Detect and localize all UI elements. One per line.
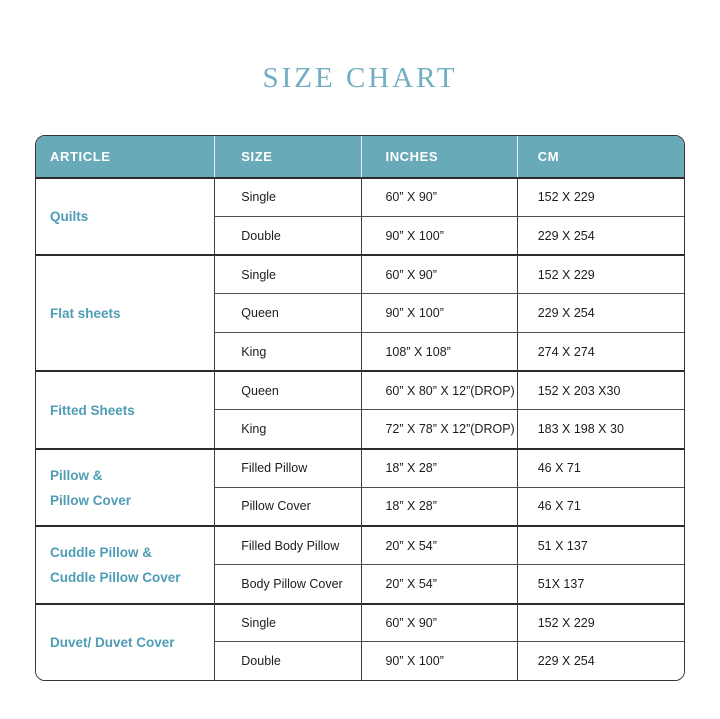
article-label: Quilts xyxy=(50,209,89,225)
article-cell-cuddle-pillow xyxy=(36,525,214,602)
size-cell: King xyxy=(214,332,361,371)
size-chart-table xyxy=(35,135,685,681)
inches-cell: 108” X 108” xyxy=(361,332,516,371)
article-cell-fitted-sheets xyxy=(36,370,214,447)
article-label: Cuddle Pillow & xyxy=(50,544,153,560)
size-cell: Body Pillow Cover xyxy=(214,564,361,603)
cm-cell: 51X 137 xyxy=(517,564,684,603)
cm-cell: 51 X 137 xyxy=(517,525,684,564)
size-cell: Filled Pillow xyxy=(214,448,361,487)
size-cell: Single xyxy=(214,177,361,216)
size-cell: Pillow Cover xyxy=(214,487,361,526)
article-cell-pillow xyxy=(36,448,214,525)
cm-cell: 274 X 274 xyxy=(517,332,684,371)
cm-cell: 46 X 71 xyxy=(517,448,684,487)
column-header-inches: INCHES xyxy=(361,136,516,177)
table-row xyxy=(36,177,684,216)
size-cell: Double xyxy=(214,216,361,255)
article-cell-duvet xyxy=(36,603,214,680)
table-row xyxy=(36,370,684,409)
cm-cell: 152 X 229 xyxy=(517,177,684,216)
inches-cell: 60” X 90” xyxy=(361,603,516,642)
inches-cell: 60” X 90” xyxy=(361,177,516,216)
inches-cell: 72” X 78” X 12”(DROP) xyxy=(361,409,516,448)
table-row xyxy=(36,525,684,564)
column-header-article: ARTICLE xyxy=(36,136,214,177)
size-cell: Queen xyxy=(214,370,361,409)
inches-cell: 18” X 28” xyxy=(361,487,516,526)
page-title: SIZE CHART xyxy=(262,62,458,94)
cm-cell: 229 X 254 xyxy=(517,216,684,255)
table-row xyxy=(36,254,684,293)
article-label: Flat sheets xyxy=(50,305,121,321)
article-label: Duvet/ Duvet Cover xyxy=(50,634,175,650)
inches-cell: 20” X 54” xyxy=(361,564,516,603)
size-cell: King xyxy=(214,409,361,448)
article-label: Cuddle Pillow Cover xyxy=(50,569,181,585)
column-header-size: SIZE xyxy=(214,136,361,177)
cm-cell: 152 X 203 X30 xyxy=(517,370,684,409)
cm-cell: 183 X 198 X 30 xyxy=(517,409,684,448)
size-cell: Double xyxy=(214,641,361,680)
size-cell: Single xyxy=(214,603,361,642)
size-cell: Single xyxy=(214,254,361,293)
inches-cell: 20” X 54” xyxy=(361,525,516,564)
article-label: Pillow Cover xyxy=(50,492,132,508)
cm-cell: 152 X 229 xyxy=(517,603,684,642)
table-header-row xyxy=(36,136,684,177)
inches-cell: 18” X 28” xyxy=(361,448,516,487)
cm-cell: 229 X 254 xyxy=(517,293,684,332)
inches-cell: 60” X 90” xyxy=(361,254,516,293)
cm-cell: 229 X 254 xyxy=(517,641,684,680)
table-row xyxy=(36,603,684,642)
column-header-cm: CM xyxy=(517,136,684,177)
inches-cell: 90” X 100” xyxy=(361,293,516,332)
table-row xyxy=(36,448,684,487)
inches-cell: 90” X 100” xyxy=(361,216,516,255)
size-cell: Queen xyxy=(214,293,361,332)
article-label: Pillow & xyxy=(50,467,103,483)
article-label: Fitted Sheets xyxy=(50,402,135,418)
size-cell: Filled Body Pillow xyxy=(214,525,361,564)
size-table xyxy=(36,136,684,680)
cm-cell: 46 X 71 xyxy=(517,487,684,526)
inches-cell: 60” X 80” X 12”(DROP) xyxy=(361,370,516,409)
inches-cell: 90” X 100” xyxy=(361,641,516,680)
cm-cell: 152 X 229 xyxy=(517,254,684,293)
article-cell-flat-sheets xyxy=(36,254,214,370)
article-cell-quilts xyxy=(36,177,214,254)
